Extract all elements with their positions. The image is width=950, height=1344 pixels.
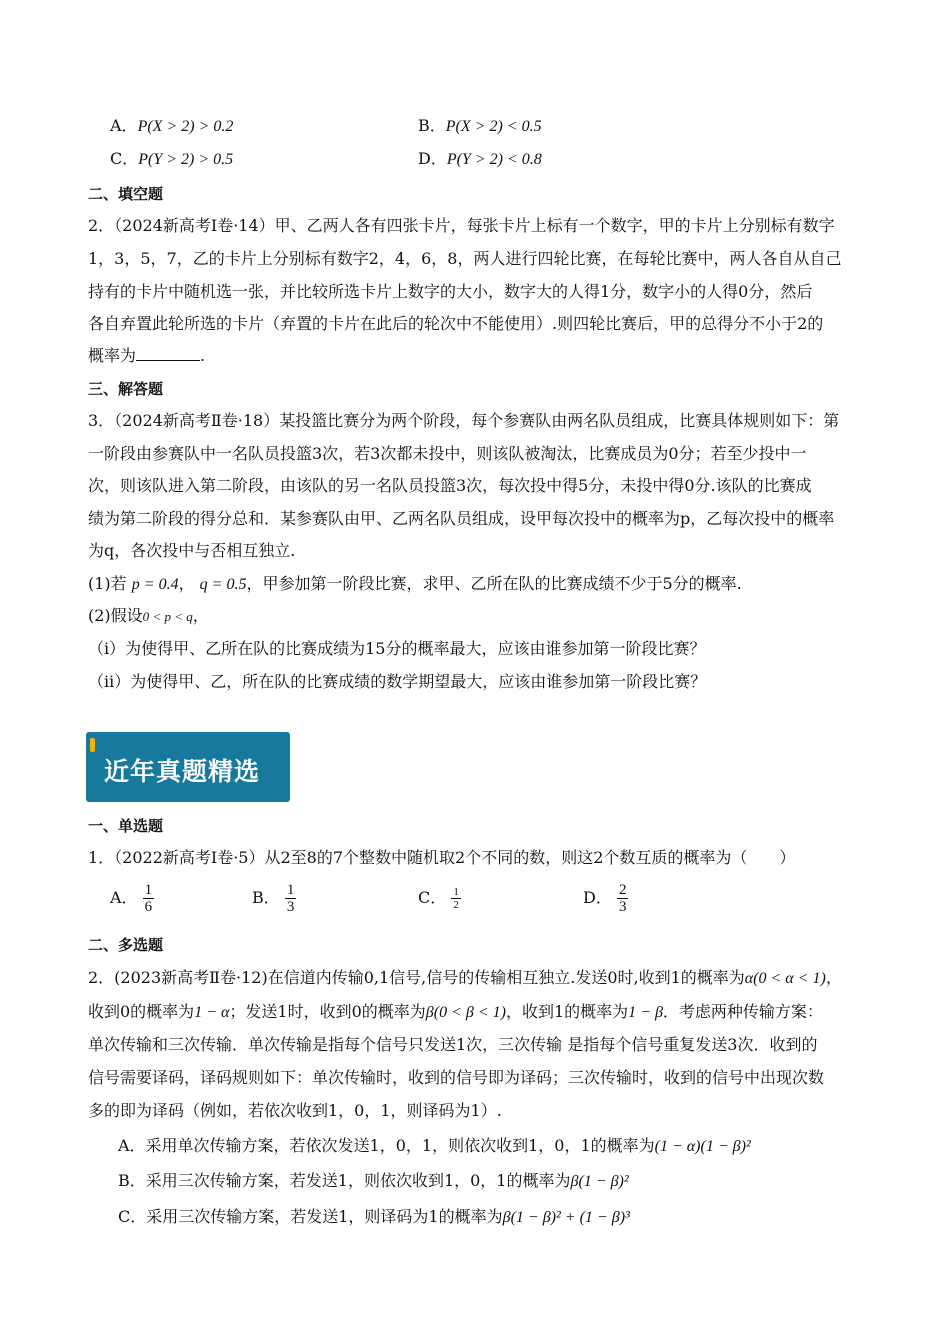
- section-heading-multi: 二、多选题: [88, 936, 164, 954]
- section-heading-single: 一、单选题: [88, 817, 164, 835]
- text: B．采用三次传输方案，若发送1，则依次收到1，0，1的概率为: [118, 1171, 571, 1190]
- option-c: [110, 149, 233, 170]
- text: ，甲参加第一阶段比赛，求甲、乙所在队的比赛成绩不少于5分的概率.: [246, 574, 742, 593]
- question-text: 信号需要译码，译码规则如下：单次传输时，收到的信号即为译码；三次传输时，收到的信号中出现次数: [88, 1068, 825, 1087]
- text: ．考虑两种传输方案：: [662, 1002, 823, 1021]
- section-banner: [86, 732, 290, 802]
- text: C．采用三次传输方案，若发送1，则译码为1的概率为: [118, 1207, 503, 1226]
- option-label: B．: [252, 888, 280, 907]
- question-text: 3．（2024新高考Ⅱ卷·18）某投篮比赛分为两个阶段，每个参赛队由两名队员组成，比赛具体规则如下：第: [88, 411, 840, 430]
- banner-accent-mark: [90, 738, 95, 752]
- option-b: [418, 116, 542, 137]
- section-heading-fill: 二、填空题: [88, 185, 164, 203]
- answer-blank[interactable]: [136, 346, 200, 361]
- numerator: 1: [286, 882, 295, 898]
- fraction: [143, 882, 155, 915]
- question-text: 单次传输和三次传输．单次传输是指每个信号只发送1次，三次传输 是指每个信号重复发送3次．收到的: [88, 1035, 818, 1054]
- option-a: [110, 882, 154, 915]
- formula: α(0 < α < 1): [744, 970, 826, 987]
- text: A．采用单次传输方案，若依次发送1，0，1，则依次收到1，0，1的概率为: [118, 1136, 655, 1155]
- option-d: [418, 149, 542, 170]
- numerator: 2: [618, 882, 627, 898]
- formula: q = 0.5: [199, 576, 247, 593]
- question-part-2: [88, 606, 209, 627]
- option-label: D．: [583, 888, 612, 907]
- formula: (1 − α)(1 − β)²: [654, 1138, 751, 1155]
- text: ，: [192, 606, 209, 625]
- denominator: 2: [453, 899, 459, 911]
- formula: 0 < p < q: [142, 609, 193, 624]
- question-text: 多的即为译码（例如，若依次收到1，0，1，则译码为1）.: [88, 1101, 502, 1120]
- question-text: 各自弃置此轮所选的卡片（弃置的卡片在此后的轮次中不能使用）.则四轮比赛后，甲的总得分不小于2的: [88, 314, 824, 333]
- question-subpart-1: （i）为使得甲、乙所在队的比赛成绩为15分的概率最大，应该由谁参加第一阶段比赛？: [88, 639, 706, 658]
- option-b: [252, 882, 296, 915]
- question-subpart-2: （ii）为使得甲、乙，所在队的比赛成绩的数学期望最大，应该由谁参加第一阶段比赛？: [88, 672, 707, 691]
- option-label: A．: [110, 116, 138, 135]
- formula: β(1 − β)² + (1 − β)³: [502, 1209, 630, 1226]
- question-text: 绩为第二阶段的得分总和．某参赛队由甲、乙两名队员组成，设甲每次投中的概率为p，乙每次投中的概率: [88, 509, 835, 528]
- fraction: [451, 886, 461, 911]
- section-heading-answer: 三、解答题: [88, 380, 164, 398]
- denominator: 6: [144, 899, 153, 915]
- text: 概率为: [88, 346, 137, 365]
- text: ，: [825, 968, 842, 987]
- option-label: B．: [418, 116, 446, 135]
- banner-title: 近年真题精选: [104, 757, 261, 786]
- option-label: C．: [418, 888, 447, 907]
- fraction: [285, 882, 297, 915]
- question-text: [88, 968, 842, 989]
- denominator: 3: [618, 899, 627, 915]
- option-b: [118, 1171, 629, 1192]
- option-label: D．: [418, 149, 447, 168]
- question-text: [88, 346, 205, 366]
- numerator: 1: [144, 882, 153, 898]
- question-text: [88, 1002, 823, 1023]
- option-a: [110, 116, 233, 137]
- option-formula: P(Y > 2) < 0.8: [446, 151, 542, 168]
- option-label: A．: [110, 888, 138, 907]
- text: 收到0的概率为: [88, 1002, 195, 1021]
- option-a: [118, 1136, 751, 1157]
- option-formula: P(X > 2) > 0.2: [137, 118, 234, 135]
- formula: p = 0.4: [131, 576, 179, 593]
- text: .: [200, 346, 206, 365]
- question-text: 次，则该队进入第二阶段，由该队的另一名队员投篮3次，每次投中得5分，未投中得0分.该队的比赛成: [88, 476, 812, 495]
- option-c: [118, 1207, 630, 1228]
- question-text: 为q，各次投中与否相互独立.: [88, 541, 296, 560]
- question-text: 2．（2024新高考Ⅰ卷·14）甲、乙两人各有四张卡片，每张卡片上标有一个数字，甲的卡片上分别标有数字: [88, 216, 835, 235]
- option-d: [583, 882, 628, 915]
- formula: β(0 < β < 1): [425, 1004, 506, 1021]
- fraction: [617, 882, 629, 915]
- option-formula: P(X > 2) < 0.5: [445, 118, 542, 135]
- text: ；发送1时，收到0的概率为: [229, 1002, 426, 1021]
- text: 2．(2023新高考Ⅱ卷·12)在信道内传输0,1信号,信号的传输相互独立.发送0时,收到1的概率为: [88, 968, 745, 987]
- option-label: C．: [110, 149, 139, 168]
- option-c: [418, 886, 461, 911]
- question-text: 1，3，5，7，乙的卡片上分别标有数字2，4，6，8，两人进行四轮比赛，在每轮比赛中，两人各自从自己: [88, 249, 842, 268]
- text: ，收到1的概率为: [505, 1002, 629, 1021]
- denominator: 3: [286, 899, 295, 915]
- question-text: 一阶段由参赛队中一名队员投篮3次，若3次都未投中，则该队被淘汰，比赛成员为0分；若至少投中一: [88, 444, 807, 463]
- question-text: 持有的卡片中随机选一张，并比较所选卡片上数字的大小，数字大的人得1分，数字小的人得0分，然后: [88, 282, 813, 301]
- formula: 1 − β: [628, 1004, 663, 1021]
- option-formula: P(Y > 2) > 0.5: [138, 151, 234, 168]
- formula: β(1 − β)²: [570, 1173, 629, 1190]
- formula: 1 − α: [194, 1004, 230, 1021]
- text: (1)若: [88, 574, 132, 593]
- numerator: 1: [453, 886, 459, 898]
- question-text: 1．（2022新高考Ⅰ卷·5）从2至8的7个整数中随机取2个不同的数，则这2个数互质的概率为（ ）: [88, 848, 796, 867]
- text: ，: [178, 574, 200, 593]
- text: (2)假设: [88, 606, 143, 625]
- question-part-1: [88, 574, 742, 595]
